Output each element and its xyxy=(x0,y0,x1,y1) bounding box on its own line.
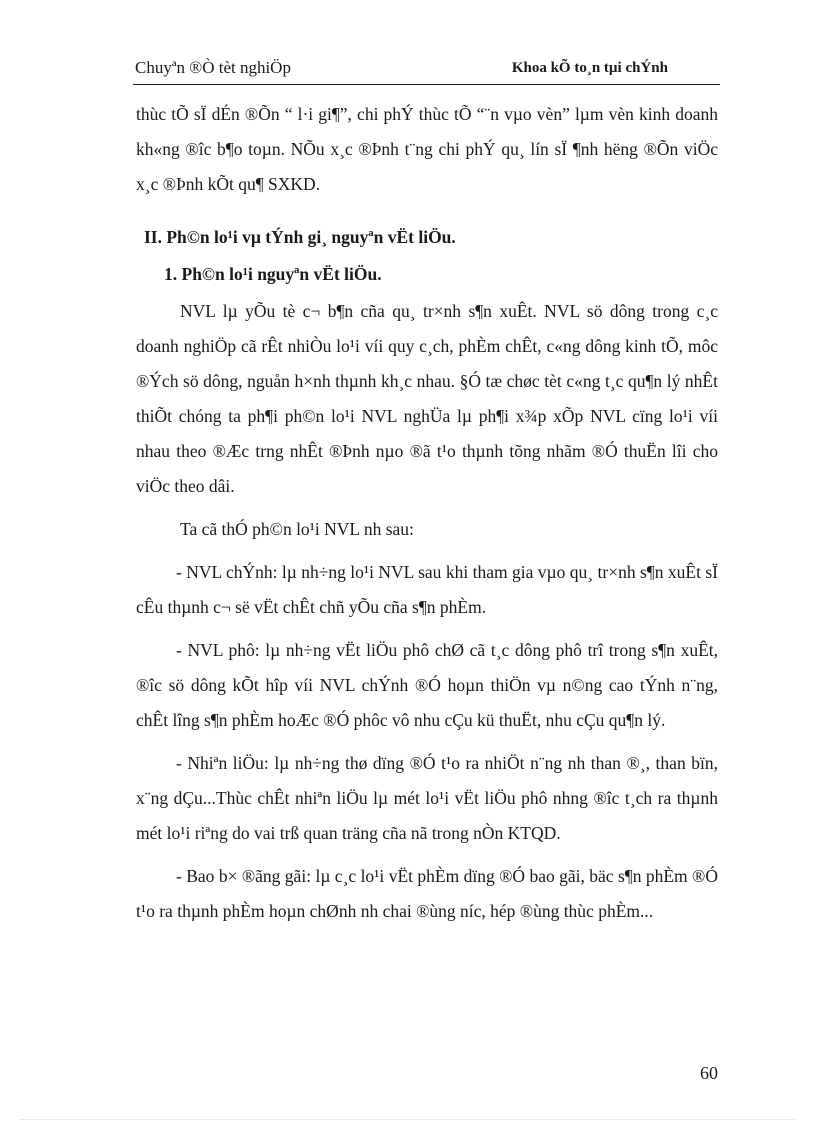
list-item-packaging: - Bao b× ®ãng gãi: lµ c¸c lo¹i vËt phÈm dïng ®Ó bao gãi, bäc s¶n phÈm ®Ó t¹o ra thµnh phÈm hoµn chØnh nh chai ®ùng níc, hép ®ùng thùc phÈm... xyxy=(136,866,718,921)
document-body xyxy=(136,97,718,929)
header-faculty-name: Khoa kÕ to¸n tµi chÝnh xyxy=(511,60,668,76)
list-item-auxiliary-material: - NVL phô: lµ nh÷ng vËt liÖu phô chØ cã t¸c dông phô trî trong s¶n xuÊt, ®îc sö dông kÕt hîp víi NVL chÝnh ®Ó hoµn thiÖn vµ n©ng cao tÝnh n¨ng, chÊt lîng s¶n phÈm hoÆc ®Ó phôc vô nhu cÇu kü thuËt, nhu cÇu qu¶n lý. xyxy=(136,640,718,730)
paragraph-classification-lead: Ta cã thÓ ph©n lo¹i NVL nh sau: xyxy=(180,519,414,539)
list-item-fuel: - Nhiªn liÖu: lµ nh÷ng thø dïng ®Ó t¹o ra nhiÖt n¨ng nh than ®¸, than bïn, x¨ng dÇu...Thùc chÊt nhiªn liÖu lµ mét lo¹i vËt liÖu phô nhng ®îc t¸ch ra thµnh mét lo¹i riªng do vai trß quan träng cña nã trong nÒn KTQD. xyxy=(136,753,718,843)
subsection-heading: 1. Ph©n lo¹i nguyªn vËt liÖu. xyxy=(164,264,382,284)
paragraph-continuation: thùc tÕ sÏ dÉn ®Õn “ l·i gi¶”, chi phÝ thùc tÕ “¨n vµo vèn” lµm vèn kinh doanh kh«ng ®îc b¶o toµn. NÕu x¸c ®Þnh t¨ng chi phÝ qu¸ lín sÏ ¶nh hëng ®Õn viÖc x¸c ®Þnh kÕt qu¶ SXKD. xyxy=(136,104,718,194)
header-thesis-title: Chuyªn ®Ò tèt nghiÖp xyxy=(135,58,291,77)
page-number: 60 xyxy=(700,1063,718,1083)
paragraph-intro: NVL lµ yÕu tè c¬ b¶n cña qu¸ tr×nh s¶n xuÊt. NVL sö dông trong c¸c doanh nghiÖp cã rÊt nhiÒu lo¹i víi quy c¸ch, phÈm chÊt, c«ng dông kinh tÕ, môc ®Ých sö dông, nguån h×nh thµnh kh¸c nhau. §Ó tæ chøc tèt c«ng t¸c qu¶n lý nhÊt thiÕt chóng ta ph¶i ph©n lo¹i NVL nghÜa lµ ph¶i x¾p xÕp NVL cïng lo¹i víi nhau theo ®Æc trng nhÊt ®Þnh nµo ®ã t¹o thµnh tõng nhãm ®Ó thuËn lîi cho viÖc theo dâi. xyxy=(136,301,718,496)
section-heading: II. Ph©n lo¹i vµ tÝnh gi¸ nguyªn vËt liÖu. xyxy=(144,227,456,247)
page-bottom-divider xyxy=(20,1119,796,1120)
list-item-main-material: - NVL chÝnh: lµ nh÷ng lo¹i NVL sau khi tham gia vµo qu¸ tr×nh s¶n xuÊt sÏ cÊu thµnh c¬ së vËt chÊt chñ yÕu cña s¶n phÈm. xyxy=(136,562,718,617)
page-header xyxy=(133,56,720,85)
